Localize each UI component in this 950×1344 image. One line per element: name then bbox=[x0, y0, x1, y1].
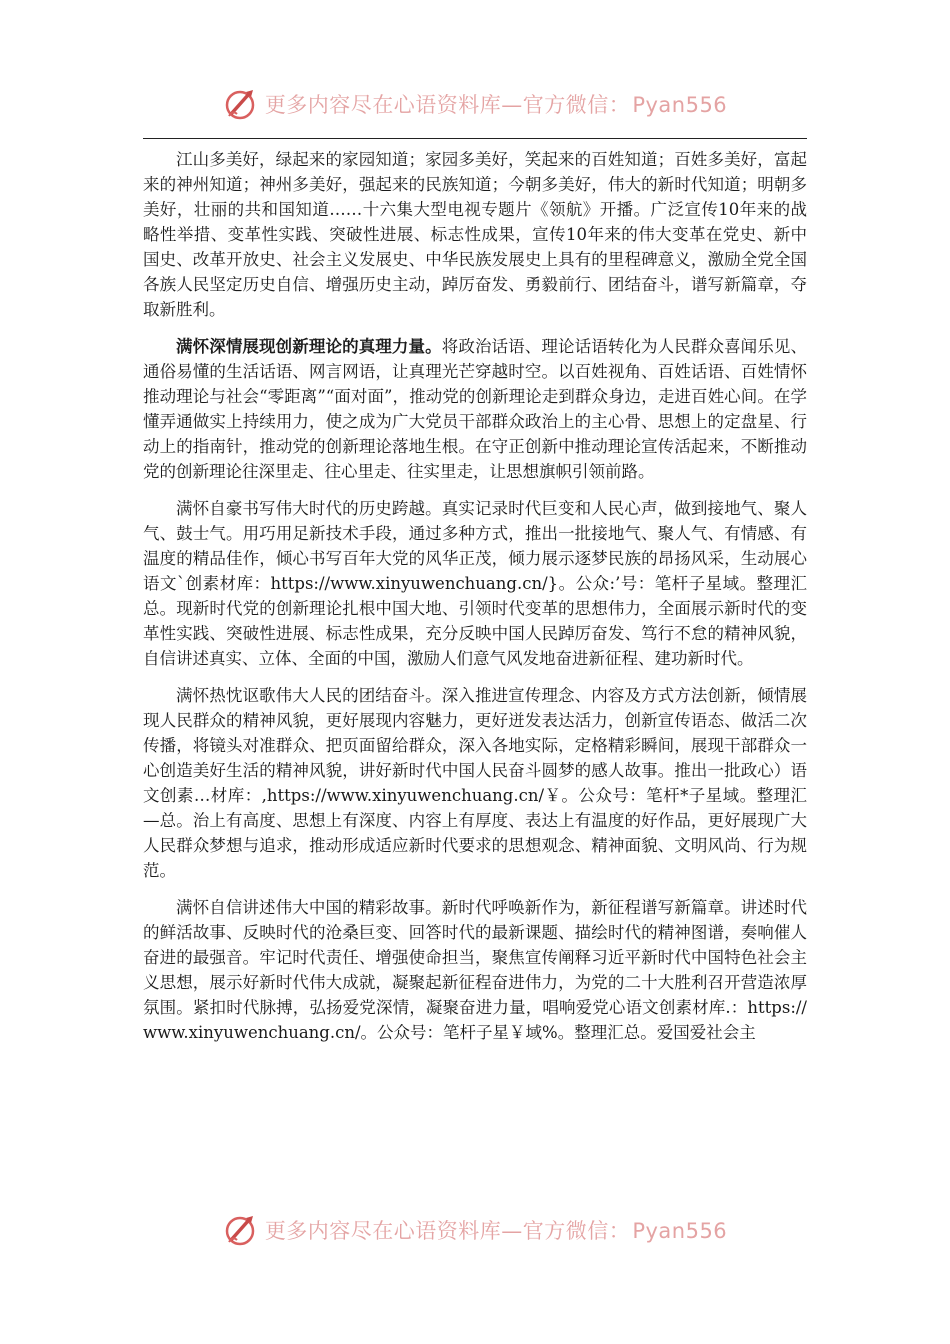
red-pen-logo-icon bbox=[223, 86, 259, 122]
paragraph-2-lead: 满怀深情展现创新理论的真理力量。 bbox=[176, 337, 442, 356]
header-banner bbox=[0, 84, 950, 124]
footer-wechat-handle: Pyan556 bbox=[632, 1219, 728, 1243]
header-banner-text: 更多内容尽在心语资料库—官方微信：Pyan556 bbox=[264, 93, 728, 117]
header-wechat-handle: Pyan556 bbox=[632, 93, 728, 117]
paragraph-4: 满怀热忱讴歌伟大人民的团结奋斗。深入推进宣传理念、内容及方式方法创新，倾情展现人民群众的精神风貌，更好展现内容魅力，更好迸发表达活力，创新宣传语态、做活二次传播，将镜头对准群众、把页面留给群众，深入各地实际，定格精彩瞬间，展现干部群众一心创造美好生活的精神风貌，讲好新时代中国人民奋斗圆梦的感人故事。推出一批政心）语文创素…材库：,https://www.xinyuwenchuang.cn/￥。公众号：笔杆*子星域。整理汇—总。治上有高度、思想上有深度、内容上有厚度、表达上有温度的好作品，更好展现广大人民群众梦想与追求，推动形成适应新时代要求的思想观念、精神面貌、文明风尚、行为规范。 bbox=[143, 686, 807, 880]
footer-banner bbox=[0, 1210, 950, 1250]
red-pen-logo-icon bbox=[223, 1212, 259, 1248]
article-body bbox=[143, 147, 807, 1057]
paragraph-2 bbox=[143, 334, 807, 484]
paragraph-3: 满怀自豪书写伟大时代的历史跨越。真实记录时代巨变和人民心声，做到接地气、聚人气、鼓士气。用巧用足新技术手段，通过多种方式，推出一批接地气、聚人气、有情感、有温度的精品佳作，倾心书写百年大党的风华正茂，倾力展示逐梦民族的昂扬风采，生动展心语文`创素材库：https://www.xinyuwenchuang.cn/}。公众:’号：笔杆子星域。整理汇总。现新时代党的创新理论扎根中国大地、引领时代变革的思想伟力，全面展示新时代的变革性实践、突破性进展、标志性成果，充分反映中国人民踔厉奋发、笃行不怠的精神风貌，自信讲述真实、立体、全面的中国，激励人们意气风发地奋进新征程、建功新时代。 bbox=[143, 499, 807, 668]
footer-banner-text: 更多内容尽在心语资料库—官方微信：Pyan556 bbox=[264, 1219, 728, 1243]
header-rule bbox=[143, 138, 807, 139]
paragraph-5: 满怀自信讲述伟大中国的精彩故事。新时代呼唤新作为，新征程谱写新篇章。讲述时代的鲜活故事、反映时代的沧桑巨变、回答时代的最新课题、描绘时代的精神图谱，奏响催人奋进的最强音。牢记时代责任、增强使命担当，聚焦宣传阐释习近平新时代中国特色社会主义思想，展示好新时代伟大成就，凝聚起新征程奋进伟力，为党的二十大胜利召开营造浓厚氛围。紧扣时代脉搏，弘扬爱党深情，凝聚奋进力量，唱响爱党心语文创素材库.：https://www.xinyuwenchuang.cn/。公众号：笔杆子星￥域%。整理汇总。爱国爱社会主 bbox=[143, 898, 807, 1042]
paragraph-2-body: 将政治话语、理论话语转化为人民群众喜闻乐见、通俗易懂的生活话语、网言网语，让真理光芒穿越时空。以百姓视角、百姓话语、百姓情怀推动理论与社会“零距离”“面对面”，推动党的创新理论走到群众身边，走进百姓心间。在学懂弄通做实上持续用力，使之成为广大党员干部群众政治上的主心骨、思想上的定盘星、行动上的指南针，推动党的创新理论落地生根。在守正创新中推动理论宣传活起来，不断推动党的创新理论往深里走、往心里走、往实里走，让思想旗帜引领前路。 bbox=[143, 337, 808, 481]
paragraph-1: 江山多美好，绿起来的家园知道；家园多美好，笑起来的百姓知道；百姓多美好，富起来的神州知道；神州多美好，强起来的民族知道；今朝多美好，伟大的新时代知道；明朝多美好，壮丽的共和国知道……十六集大型电视专题片《领航》开播。广泛宣传10年来的战略性举措、变革性实践、突破性进展、标志性成果，宣传10年来的伟大变革在党史、新中国史、改革开放史、社会主义发展史、中华民族发展史上具有的里程碑意义，激励全党全国各族人民坚定历史自信、增强历史主动，踔厉奋发、勇毅前行、团结奋斗，谱写新篇章，夺取新胜利。 bbox=[143, 150, 807, 319]
